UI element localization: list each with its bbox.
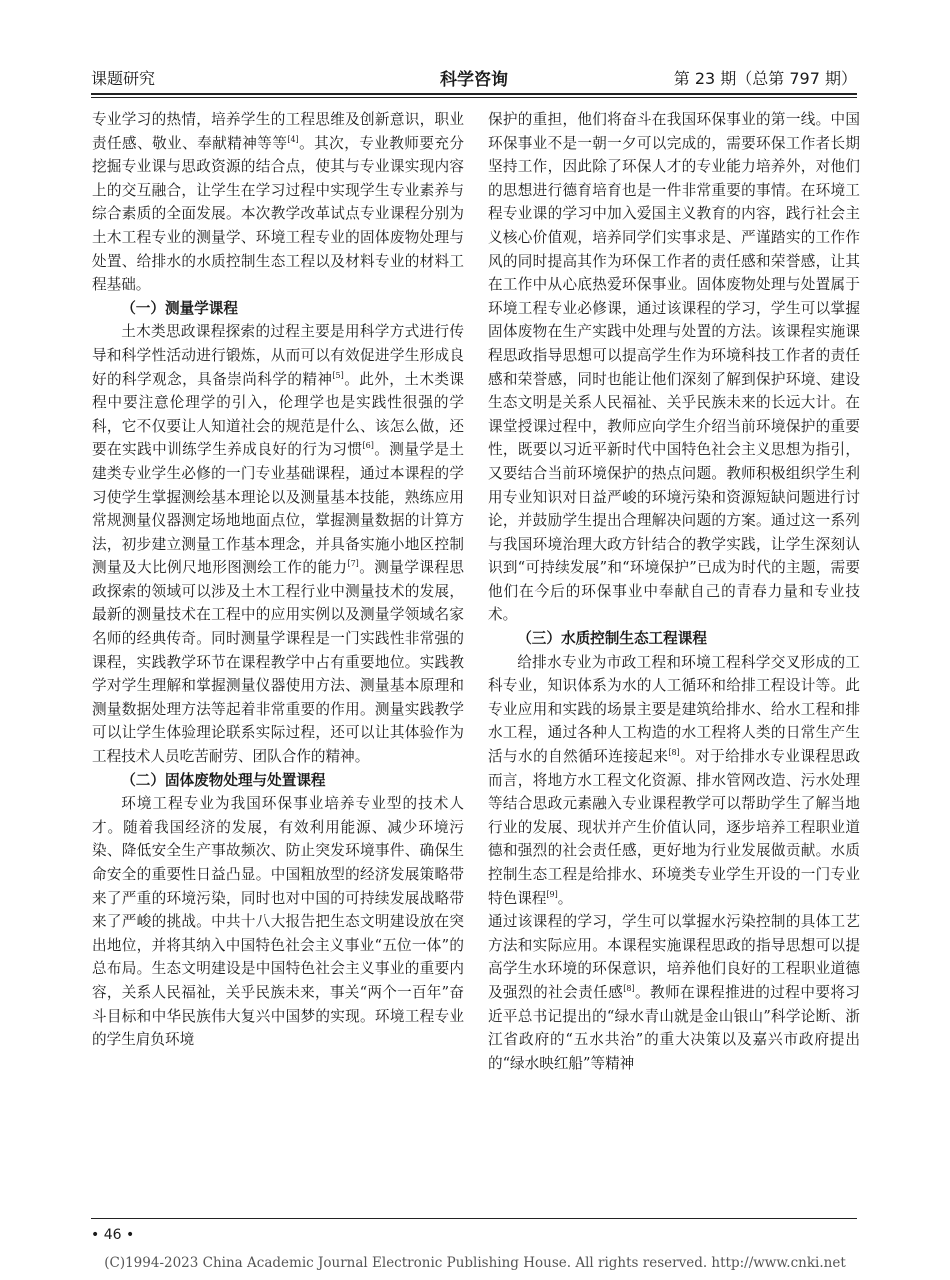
section-heading: （二）固体废物处理与处置课程 [121, 771, 326, 789]
footer-rule [91, 1218, 857, 1219]
copyright-notice: (C)1994-2023 China Academic Journal Electronic Publishing House. All rights reserved. http://www.cnki.net [104, 1255, 846, 1271]
citation-ref[interactable]: [9] [546, 889, 558, 899]
right-column [488, 108, 860, 1075]
section-heading: （一）测量学课程 [121, 299, 238, 317]
paragraph: 环境工程专业为我国环保事业培养专业型的技术人才。随着我国经济的发展，有效利用能源、减少环境污染、降低安全生产事故频次、防止突发环境事件、确保生命安全的重要性日益凸显。中国粗放型的经济发展策略带来了严重的环境污染，同时也对中国的可持续发展战略带来了严峻的挑战。中共十八大报告把生态文明建设放在突出地位，并将其纳入中国特色社会主义事业“五位一体”的总布局。生态文明建设是中国特色社会主义事业的重要内容，关系人民福祉，关乎民族未来，事关“两个一百年”奋斗目标和中华民族伟大复兴中国梦的实现。环境工程专业的学生肩负环境 [92, 795, 464, 1049]
page-number: • 46 • [91, 1227, 135, 1243]
left-column [92, 108, 464, 1052]
paragraph: 保护的重担，他们将奋斗在我国环保事业的第一线。中国环保事业不是一朝一夕可以完成的，需要环保工作者长期坚持工作，因此除了环保人才的专业能力培养外，对他们的思想进行德育培育也是一件非常重要的事情。在环境工程专业课的学习中加入爱国主义教育的内容，践行社会主义核心价值观，培养同学们实事求是、严谨踏实的工作作风的同时提高其作为环保工作者的责任感和荣誉感，让其在工作中从心底热爱环保事业。固体废物处理与处置属于环境工程专业必修课，通过该课程的学习，学生可以掌握固体废物在生产实践中处理与处置的方法。该课程实施课程思政指导思想可以提高学生作为环境科技工作者的责任感和荣誉感，同时也能让他们深刻了解到保护环境、建设生态文明是关系人民福祉、关乎民族未来的长远大计。在课堂授课过程中，教师应向学生介绍当前环境保护的重要性，既要以习近平新时代中国特色社会主义思想为指引，又要结合当前环境保护的热点问题。教师积极组织学生利用专业知识对日益严峻的环境污染和资源短缺问题进行讨论，并鼓励学生提出合理解决问题的方案。通过这一系列与我国环境治理大政方针结合的教学实践，让学生深刻认识到“可持续发展”和“环境保护”已成为时代的主题，需要他们在今后的环保事业中奉献自己的青春力量和专业技术。 [488, 111, 860, 624]
citation-ref[interactable]: [6] [362, 441, 374, 451]
issue-number: 第 23 期（总第 797 期） [673, 69, 857, 88]
citation-ref[interactable]: [7] [347, 559, 359, 569]
citation-ref[interactable]: [5] [332, 370, 344, 380]
citation-ref[interactable]: [8] [668, 748, 680, 758]
citation-ref[interactable]: [4] [287, 134, 299, 144]
paragraph: 给排水专业为市政工程和环境工程科学交叉形成的工科专业，知识体系为水的人工循环和给排工程设计等。此专业应用和实践的场景主要是建筑给排水、给水工程和排水工程，通过各种人工构造的水工程将人类的日常生产生活与水的自然循环连接起来[8]。对于给排水专业课程思政而言，将地方水工程文化资源、排水管网改造、污水处理等结合思政元素融入专业课程教学可以帮助学生了解当地行业的发展、现状并产生价值认同，逐步培养工程职业道德和强烈的社会责任感，更好地为行业发展做贡献。水质控制生态工程是给排水、环境类专业学生开设的一门专业特色课程[9]。 [488, 653, 860, 907]
running-header [91, 62, 857, 92]
paragraph: 通过该课程的学习，学生可以掌握水污染控制的具体工艺方法和实际应用。本课程实施课程思政的指导思想可以提高学生水环境的环保意识，培养他们良好的工程职业道德及强烈的社会责任感[8]。教师在课程推进的过程中要将习近平总书记提出的“绿水青山就是金山银山”科学论断、浙江省政府的“五水共治”的重大决策以及嘉兴市政府提出的“绿水映红船”等精神 [488, 913, 860, 1072]
section-label: 课题研究 [91, 69, 156, 88]
journal-title: 科学咨询 [440, 70, 508, 90]
paragraph: 土木类思政课程探索的过程主要是用科学方式进行传导和科学性活动进行锻炼，从而可以有效促进学生形成良好的科学观念，具备崇尚科学的精神[5]。此外，土木类课程中要注意伦理学的引入，伦理学也是实践性很强的学科，它不仅要让人知道社会的规范是什么、该怎么做，还要在实践中训练学生养成良好的行为习惯[6]。测量学是土建类专业学生必修的一门专业基础课程，通过本课程的学习使学生掌握测绘基本理论以及测量基本技能，熟练应用常规测量仪器测定场地地面点位，掌握测量数据的计算方法，初步建立测量工作基本理念，并具备实施小地区控制测量及大比例尺地形图测绘工作的能力[7]。测量学课程思政探索的领域可以涉及土木工程行业中测量技术的发展，最新的测量技术在工程中的应用实例以及测量学领域名家名师的经典传奇。同时测量学课程是一门实践性非常强的课程，实践教学环节在课程教学中占有重要地位。实践教学对学生理解和掌握测量仪器使用方法、测量基本原理和测量数据处理方法等起着非常重要的作用。测量实践教学可以让学生体验理论联系实际过程，还可以让其体验作为工程技术人员吃苦耐劳、团队合作的精神。 [92, 323, 464, 766]
citation-ref[interactable]: [8] [623, 984, 635, 994]
header-rule-thin [91, 97, 857, 98]
header-rule-thick [91, 93, 857, 95]
section-heading: （三）水质控制生态工程课程 [517, 630, 707, 648]
paragraph: 专业学习的热情，培养学生的工程思维及创新意识，职业责任感、敬业、奉献精神等等[4]。其次，专业教师要充分挖掘专业课与思政资源的结合点，使其与专业课实现内容上的交互融合，让学生在学习过程中实现学生专业素养与综合素质的全面发展。本次教学改革试点专业课程分别为土木工程专业的测量学、环境工程专业的固体废物处理与处置、给排水的水质控制生态工程以及材料专业的材料工程基础。 [92, 111, 464, 294]
